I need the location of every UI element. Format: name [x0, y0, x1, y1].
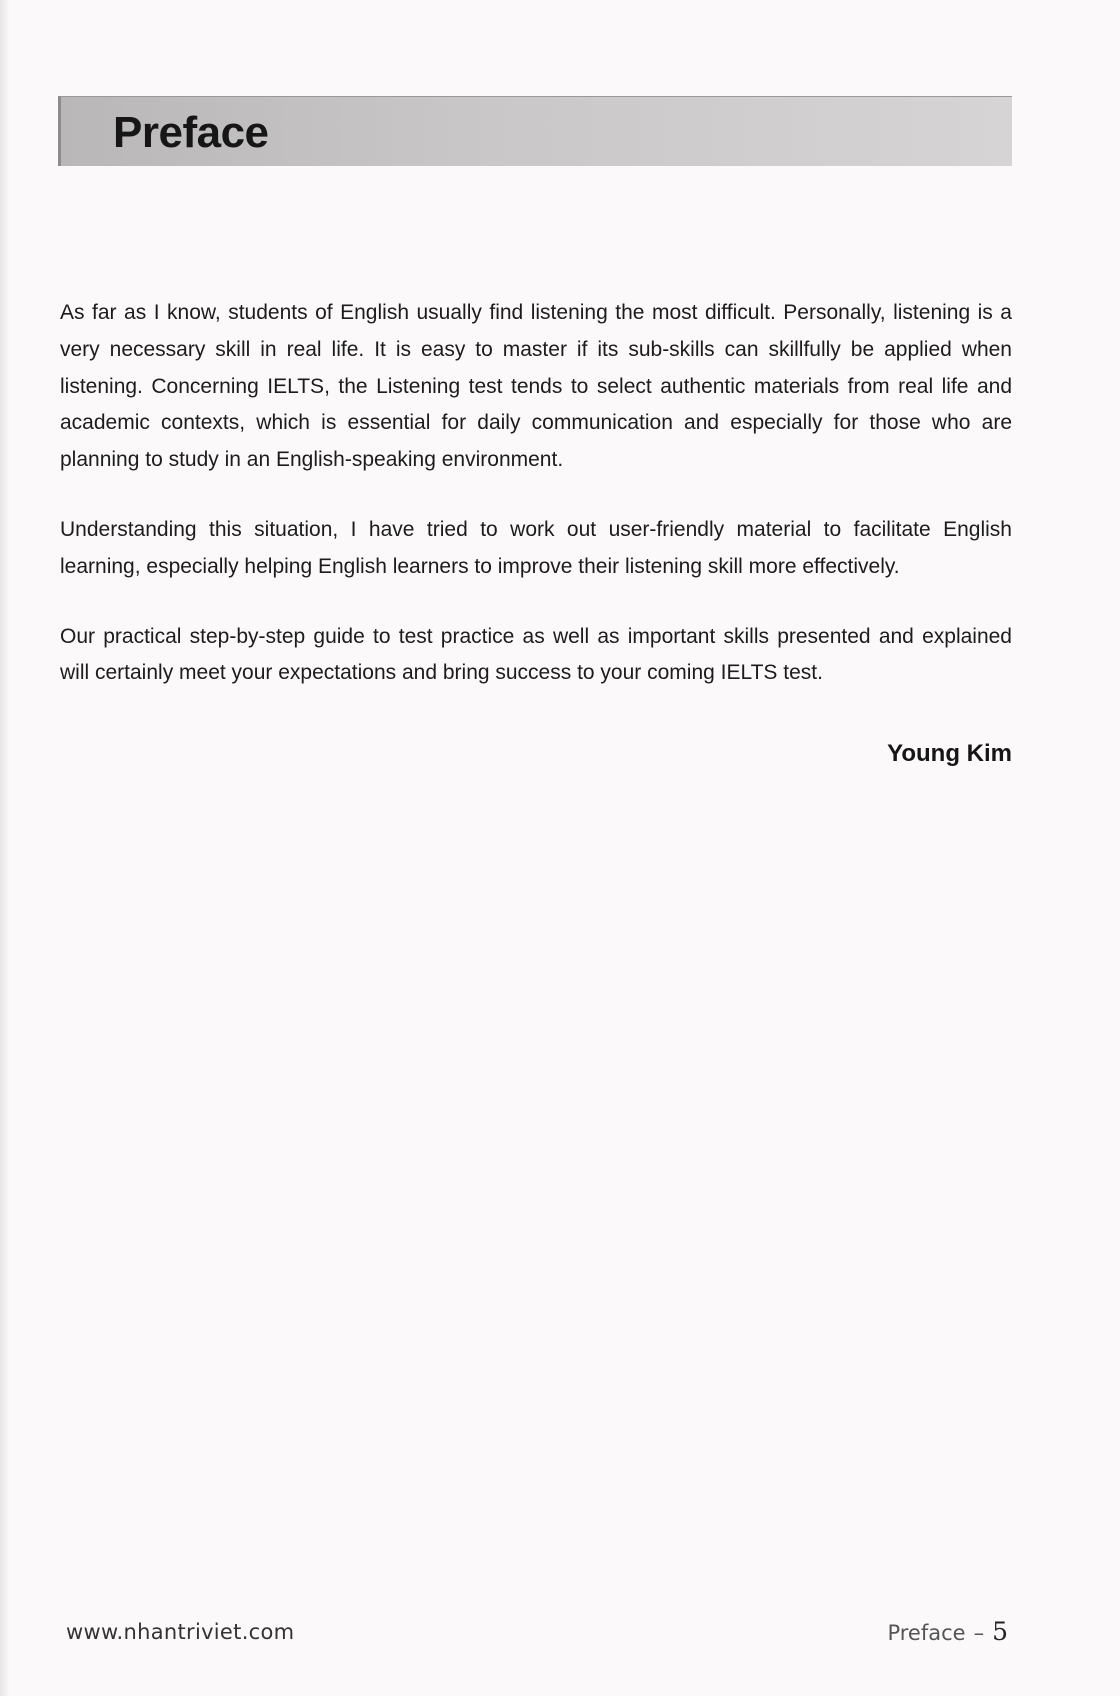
title-bar — [58, 96, 1012, 166]
author-signature: Young Kim — [887, 740, 1012, 767]
page-title: Preface — [113, 108, 269, 157]
paragraph-3: Our practical step-by-step guide to test practice as well as important skills presented and explained will certainly meet your expectations and bring success to your coming IELTS test. — [60, 624, 1012, 685]
page-edge — [0, 0, 10, 1696]
page-number: 5 — [992, 1617, 1008, 1646]
footer-page-label — [887, 1617, 1008, 1646]
footer-separator: – — [973, 1621, 985, 1645]
paragraph-1: As far as I know, students of English usually find listening the most difficult. Personally, listening is a very necessary skill in real life. It is easy to master if its sub-skills can skillfully be applied when listening. Concerning IELTS, the Listening test tends to select authentic materials from real life and academic contexts, which is essential for daily communication and especially for those who are planning to study in an English-speaking environment. — [60, 301, 1012, 472]
paragraph-2: Understanding this situation, I have tried to work out user-friendly material to facilitate English learning, especially helping English learners to improve their listening skill more effectively. — [60, 517, 1012, 578]
footer-website: www.nhantriviet.com — [66, 1620, 295, 1644]
body-text — [60, 295, 1012, 725]
footer-section: Preface — [887, 1621, 966, 1645]
